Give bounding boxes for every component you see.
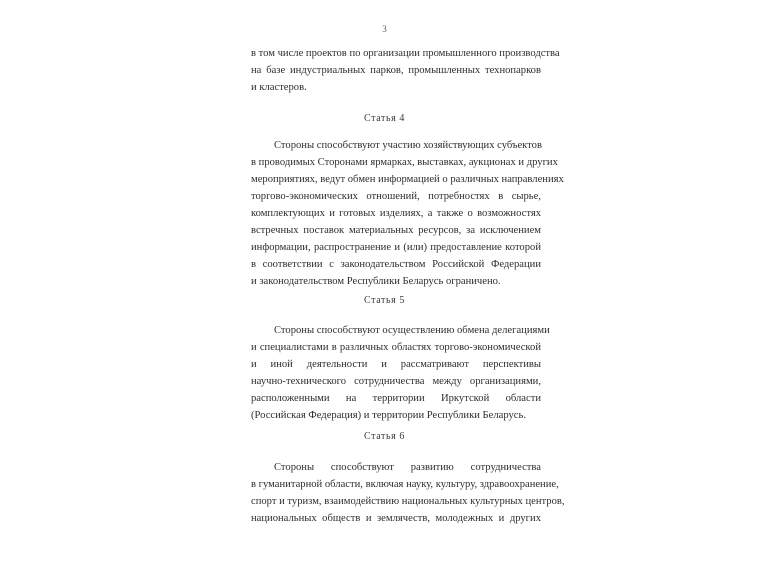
- paragraph-line: спорт и туризм, взаимодействию национальных культурных центров,: [251, 496, 565, 507]
- paragraph-line: Стороны способствуют участию хозяйствующих субъектов: [274, 140, 542, 151]
- paragraph-line: в гуманитарной области, включая науку, культуру, здравоохранение,: [251, 479, 559, 490]
- paragraph-line: и законодательством Республики Беларусь ограничено.: [251, 276, 501, 287]
- paragraph-line: Стороны способствуют развитию сотрудничества: [274, 462, 541, 473]
- paragraph-line: информации, распространение и (или) предоставление которой: [251, 242, 541, 253]
- paragraph-line: на базе индустриальных парков, промышленных технопарков: [251, 65, 541, 76]
- paragraph-line: в соответствии с законодательством Российской Федерации: [251, 259, 541, 270]
- paragraph-line: и кластеров.: [251, 82, 307, 93]
- paragraph-line: торгово-экономических отношений, потребностях в сырье,: [251, 191, 541, 202]
- paragraph-line: национальных обществ и землячеств, молодежных и других: [251, 513, 541, 524]
- paragraph-line: в проводимых Сторонами ярмарках, выставках, аукционах и других: [251, 157, 558, 168]
- paragraph-line: Стороны способствуют осуществлению обмена делегациями: [274, 325, 550, 336]
- page-number: 3: [382, 24, 387, 34]
- paragraph-line: и иной деятельности и рассматривают перспективы: [251, 359, 541, 370]
- article-6-heading: Статья 6: [363, 431, 406, 442]
- article-5-heading: Статья 5: [363, 295, 406, 306]
- paragraph-line: мероприятиях, ведут обмен информацией о различных направлениях: [251, 174, 564, 185]
- paragraph-line: и специалистами в различных областях торгово-экономической: [251, 342, 541, 353]
- paragraph-line: комплектующих и готовых изделиях, а также о возможностях: [251, 208, 541, 219]
- paragraph-line: расположенными на территории Иркутской области: [251, 393, 541, 404]
- paragraph-line: встречных поставок материальных ресурсов, за исключением: [251, 225, 541, 236]
- paragraph-line: (Российская Федерация) и территории Республики Беларусь.: [251, 410, 526, 421]
- paragraph-line: в том числе проектов по организации промышленного производства: [251, 48, 560, 59]
- article-4-heading: Статья 4: [363, 113, 406, 124]
- paragraph-line: научно-технического сотрудничества между организациями,: [251, 376, 541, 387]
